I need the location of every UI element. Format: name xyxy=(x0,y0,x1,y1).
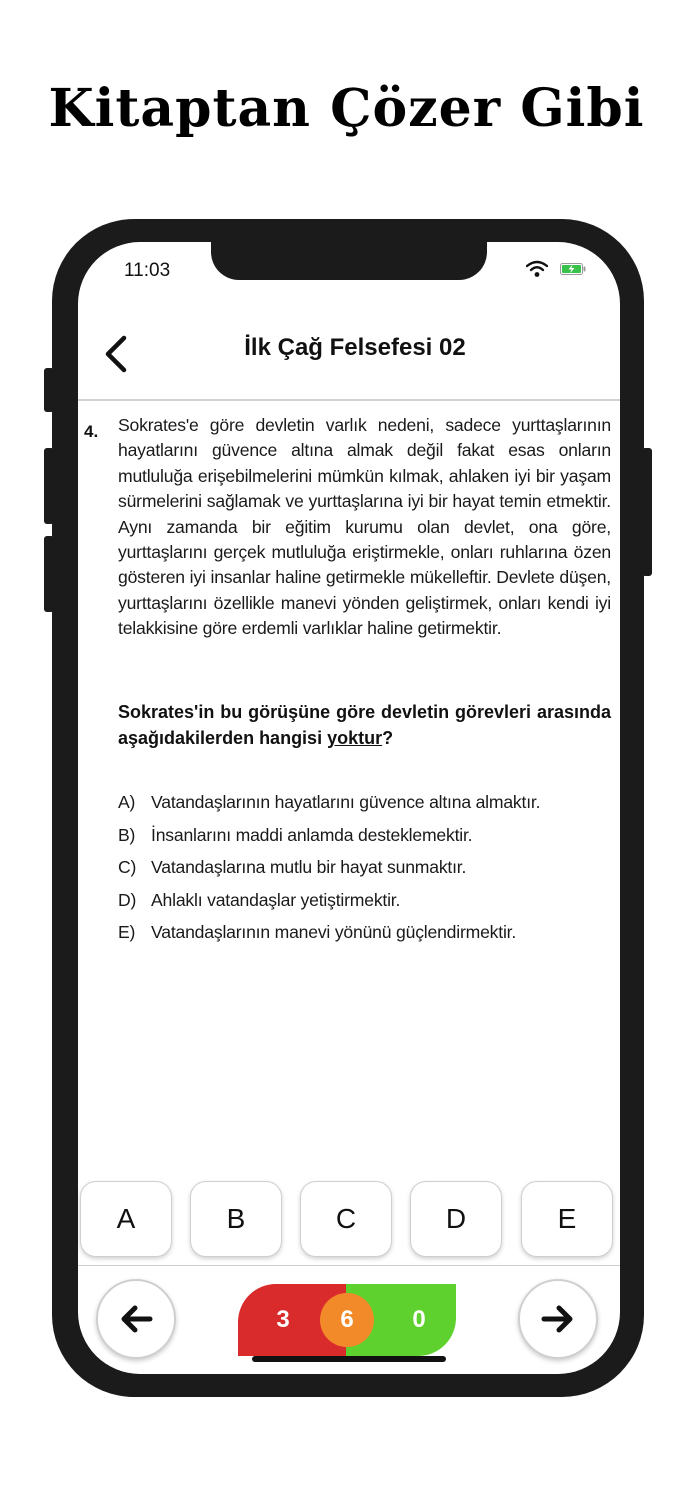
wrong-count: 3 xyxy=(276,1306,290,1333)
phone-volume-up xyxy=(44,448,54,524)
phone-mute-switch xyxy=(44,368,54,412)
promo-headline: Kitaptan Çözer Gibi xyxy=(48,78,645,139)
option-text: Vatandaşlarının manevi yönünü güçlendirmektir. xyxy=(151,922,517,942)
question-prompt-text: Sokrates'in bu görüşüne göre devletin görevleri arasında aşağıdakilerden hangisi xyxy=(118,702,611,748)
answer-button-e[interactable]: E xyxy=(521,1181,613,1257)
option-a xyxy=(118,789,618,822)
option-c xyxy=(118,854,618,887)
question-prompt xyxy=(118,699,611,751)
arrow-right-icon xyxy=(538,1299,578,1339)
header-divider xyxy=(78,399,620,401)
footer-divider xyxy=(78,1265,620,1266)
question-text: Sokrates'e göre devletin varlık nedeni, sadece yurttaşlarının hayatlarını güvence altına almak değil fakat esas onların mutluluğa erişebilmelerini mümkün kılmak, ahlaken iyi bir yaşam sürmelerini sağlamak ve yurttaşlarına iyi bir hayat temin etmektir. Aynı zamanda bir eğitim kurumu olan devlet, ona göre, yurttaşlarını gerçek mutluluğa eriştirmekle, onları ruhlarına özen gösteren iyi insanlar haline getirmekle mükelleftir. Devlete düşen, yurttaşlarını özellikle manevi yönden geliştirmek, onları kendi iyi telakkisine göre erdemli varlıklar haline getirmektir. xyxy=(118,415,611,639)
option-text: İnsanlarını maddi anlamda desteklemektir. xyxy=(151,824,473,845)
status-time: 11:03 xyxy=(124,260,171,281)
option-list xyxy=(118,789,618,952)
option-letter: B) xyxy=(118,824,136,845)
phone-power-button xyxy=(642,448,652,576)
question-number: 4. xyxy=(84,422,99,441)
answer-button-row xyxy=(80,1181,618,1257)
answer-button-b[interactable]: B xyxy=(190,1181,282,1257)
phone-screen xyxy=(78,242,620,1374)
next-question-button[interactable] xyxy=(518,1279,598,1359)
previous-question-button[interactable] xyxy=(96,1279,176,1359)
option-letter: D) xyxy=(118,889,137,910)
empty-count: 6 xyxy=(320,1293,374,1347)
option-text: Vatandaşlarının hayatlarını güvence altına almaktır. xyxy=(151,792,541,812)
option-text: Vatandaşlarına mutlu bir hayat sunmaktır. xyxy=(151,857,467,877)
option-b xyxy=(118,822,618,855)
score-counter xyxy=(238,1284,456,1356)
option-letter: A) xyxy=(118,792,136,812)
question-prompt-emphasis: yoktur xyxy=(327,728,383,748)
page-title: İlk Çağ Felsefesi 02 xyxy=(244,334,466,361)
answer-button-d[interactable]: D xyxy=(410,1181,502,1257)
option-d xyxy=(118,887,618,920)
question-prompt-end: ? xyxy=(382,728,394,748)
battery-charging-icon xyxy=(560,263,586,275)
phone-volume-down xyxy=(44,536,54,612)
arrow-left-icon xyxy=(116,1299,156,1339)
option-e xyxy=(118,919,618,952)
answer-button-a[interactable]: A xyxy=(80,1181,172,1257)
correct-count: 0 xyxy=(412,1306,426,1333)
option-text: Ahlaklı vatandaşlar yetiştirmektir. xyxy=(151,889,401,910)
option-letter: C) xyxy=(118,857,137,877)
home-indicator xyxy=(252,1356,446,1362)
wifi-icon xyxy=(526,260,548,278)
answer-button-c[interactable]: C xyxy=(300,1181,392,1257)
option-letter: E) xyxy=(118,922,136,942)
phone-notch xyxy=(211,242,487,280)
